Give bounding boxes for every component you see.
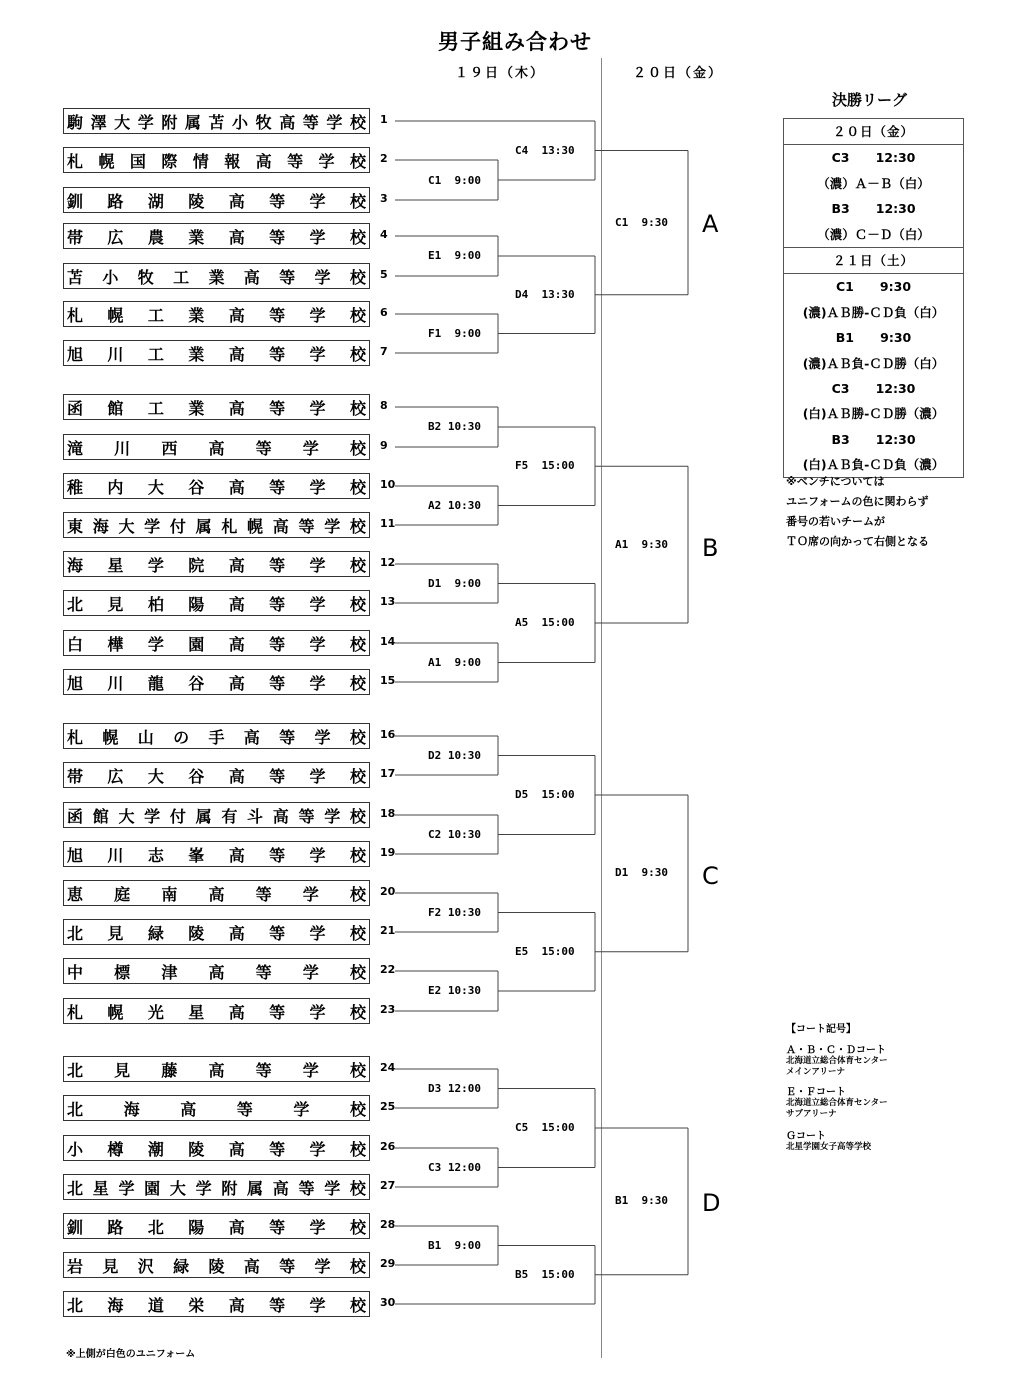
team-box (63, 841, 370, 867)
team-number: 3 (380, 192, 388, 205)
match-r1-label: D1 9:00 (428, 576, 481, 590)
team-name: 函 館 大 学 付 属 有 斗 高 等 学 校 (67, 806, 366, 826)
league-day-header: ２１日（土） (784, 247, 963, 274)
team-box (63, 301, 370, 327)
block-letter: A (702, 210, 719, 238)
team-number: 13 (380, 595, 396, 608)
team-number: 9 (380, 439, 388, 452)
team-box (63, 669, 370, 695)
team-name: 北 星 学 園 大 学 附 属 高 等 学 校 (67, 1178, 366, 1198)
team-number: 23 (380, 1003, 396, 1016)
team-box (63, 802, 370, 828)
league-row: B3 12:30 (831, 431, 916, 447)
court-venue: 北海道立総合体育センター (786, 1098, 888, 1108)
court-name: Ａ・Ｂ・Ｃ・Ｄコート (786, 1045, 886, 1056)
league-row: （濃）Ａ－Ｂ（白） (817, 175, 930, 191)
team-name: 帯 広 農 業 高 等 学 校 (67, 227, 366, 247)
match-r2-label: A5 15:00 (515, 616, 575, 629)
team-name: 北 海 道 栄 高 等 学 校 (67, 1295, 366, 1315)
team-name: 釧 路 湖 陵 高 等 学 校 (67, 191, 366, 211)
match-r3-label: D1 9:30 (615, 866, 668, 880)
day1-label: １９日（木） (455, 66, 546, 81)
match-r2-label: E5 15:00 (515, 944, 575, 958)
team-number: 29 (380, 1257, 396, 1270)
court-name: Ｇコート (786, 1131, 826, 1142)
team-number: 5 (380, 268, 388, 281)
team-box (63, 1095, 370, 1121)
team-number: 20 (380, 885, 396, 898)
team-box (63, 340, 370, 366)
match-r2-label: D4 13:30 (515, 287, 575, 301)
team-name: 恵 庭 南 高 等 学 校 (67, 884, 366, 904)
league-row: (濃)ＡＢ負-ＣＤ勝（白） (802, 355, 945, 371)
team-number: 6 (380, 306, 388, 319)
team-number: 27 (380, 1179, 396, 1192)
team-name: 滝 川 西 高 等 学 校 (67, 438, 366, 458)
team-box (63, 223, 370, 249)
team-box (63, 512, 370, 538)
team-number: 16 (380, 728, 396, 741)
team-name: 北 見 緑 陵 高 等 学 校 (67, 923, 366, 943)
team-box (63, 723, 370, 749)
team-name: 釧 路 北 陽 高 等 学 校 (67, 1217, 366, 1237)
team-box (63, 434, 370, 460)
team-number: 12 (380, 556, 396, 569)
team-number: 17 (380, 767, 396, 780)
team-box (63, 1135, 370, 1161)
team-box (63, 1213, 370, 1239)
league-row: （濃）Ｃ－Ｄ（白） (817, 226, 930, 242)
team-name: 札 幌 工 業 高 等 学 校 (67, 305, 366, 325)
team-number: 24 (380, 1061, 396, 1074)
team-number: 4 (380, 228, 388, 241)
court-legend-item (786, 1087, 888, 1120)
team-name: 旭 川 龍 谷 高 等 学 校 (67, 673, 366, 693)
team-box (63, 1174, 370, 1200)
bench-note (786, 472, 929, 552)
team-number: 7 (380, 345, 388, 358)
team-box (63, 880, 370, 906)
league-row: B3 12:30 (831, 201, 916, 217)
team-number: 30 (380, 1296, 396, 1309)
team-box (63, 762, 370, 788)
court-venue: 北星学園女子高等学校 (786, 1142, 872, 1152)
page-title: 男子組み合わせ (438, 30, 592, 54)
team-name: 旭 川 工 業 高 等 学 校 (67, 344, 366, 364)
team-box (63, 187, 370, 213)
match-r1-label: E2 10:30 (428, 984, 481, 997)
match-r3-label: C1 9:30 (615, 215, 668, 229)
league-row: C3 12:30 (831, 150, 916, 166)
team-name: 札 幌 山 の 手 高 等 学 校 (67, 727, 366, 747)
day2-label: ２０日（金） (633, 66, 724, 81)
team-number: 28 (380, 1218, 396, 1231)
team-box (63, 263, 370, 289)
team-name: 苫 小 牧 工 業 高 等 学 校 (67, 267, 366, 287)
match-r1-label: A2 10:30 (428, 498, 481, 512)
team-name: 海 星 学 院 高 等 学 校 (67, 555, 366, 575)
team-name: 駒 澤 大 学 附 属 苫 小 牧 高 等 学 校 (67, 112, 366, 132)
league-row: C3 12:30 (831, 380, 916, 396)
team-box (63, 1056, 370, 1082)
team-box (63, 590, 370, 616)
team-name: 岩 見 沢 緑 陵 高 等 学 校 (67, 1256, 366, 1276)
match-r1-label: B1 9:00 (428, 1238, 481, 1252)
team-box (63, 1291, 370, 1317)
team-box (63, 1252, 370, 1278)
team-number: 22 (380, 963, 396, 976)
court-venue: メインアリーナ (786, 1067, 845, 1077)
bench-note-line: ＴＯ席の向かって右側となる (786, 535, 929, 548)
match-r1-label: F1 9:00 (428, 326, 481, 340)
team-box (63, 919, 370, 945)
match-r1-label: A1 9:00 (428, 655, 481, 669)
league-row: C1 9:30 (835, 279, 912, 295)
team-box (63, 998, 370, 1024)
league-row: B1 9:30 (835, 330, 912, 346)
match-r1-label: D2 10:30 (428, 748, 481, 762)
match-r1-label: C2 10:30 (428, 827, 481, 841)
team-number: 8 (380, 399, 388, 412)
court-legend-item (786, 1131, 871, 1153)
match-r2-label: B5 15:00 (515, 1267, 575, 1281)
match-r2-label: C5 15:00 (515, 1121, 575, 1134)
team-name: 小 樽 潮 陵 高 等 学 校 (67, 1139, 366, 1159)
final-league-schedule (783, 118, 964, 478)
match-r1-label: E1 9:00 (428, 249, 481, 262)
bench-note-line: 番号の若いチームが (786, 515, 885, 528)
bench-note-line: ※ベンチについては (786, 475, 885, 488)
team-box (63, 108, 370, 134)
team-number: 21 (380, 924, 396, 937)
team-box (63, 394, 370, 420)
team-name: 北 見 藤 高 等 学 校 (67, 1060, 366, 1080)
match-r1-label: D3 12:00 (428, 1081, 481, 1095)
team-number: 11 (380, 517, 396, 530)
match-r1-label: B2 10:30 (428, 420, 481, 433)
match-r3-label: A1 9:30 (615, 537, 668, 551)
match-r3-label: B1 9:30 (615, 1194, 668, 1208)
court-legend-title: 【コート記号】 (786, 1024, 856, 1035)
team-name: 北 見 柏 陽 高 等 学 校 (67, 594, 366, 614)
team-number: 15 (380, 674, 396, 687)
team-number: 25 (380, 1100, 396, 1113)
court-name: Ｅ・Ｆコート (786, 1087, 846, 1098)
match-r2-label: D5 15:00 (515, 788, 575, 801)
uniform-footnote: ※上側が白色のユニフォーム (66, 1349, 196, 1360)
team-name: 札 幌 光 星 高 等 学 校 (67, 1002, 366, 1022)
team-number: 2 (380, 152, 388, 165)
team-number: 19 (380, 846, 396, 859)
team-name: 函 館 工 業 高 等 学 校 (67, 398, 366, 418)
team-name: 北 海 高 等 学 校 (67, 1099, 366, 1119)
block-letter: B (702, 534, 719, 562)
match-r1-label: C3 12:00 (428, 1160, 481, 1174)
team-name: 東 海 大 学 付 属 札 幌 高 等 学 校 (67, 516, 366, 536)
league-row: (白)ＡＢ勝-ＣＤ勝（濃） (802, 406, 945, 422)
match-r2-label: F5 15:00 (515, 459, 575, 473)
block-letter: C (702, 862, 719, 890)
team-number: 26 (380, 1140, 396, 1153)
league-row: (濃)ＡＢ勝-ＣＤ負（白） (802, 304, 945, 320)
team-name: 中 標 津 高 等 学 校 (67, 962, 366, 982)
match-r1-label: C1 9:00 (428, 174, 481, 187)
team-box (63, 630, 370, 656)
league-day-header: ２０日（金） (784, 119, 963, 145)
team-number: 1 (380, 113, 388, 126)
block-letter: D (702, 1189, 721, 1217)
match-r2-label: C4 13:30 (515, 143, 575, 157)
match-r1-label: F2 10:30 (428, 905, 481, 919)
final-league-title: 決勝リーグ (832, 91, 908, 109)
team-name: 稚 内 大 谷 高 等 学 校 (67, 477, 366, 497)
court-venue: 北海道立総合体育センター (786, 1056, 888, 1066)
team-number: 14 (380, 635, 396, 648)
team-box (63, 958, 370, 984)
court-legend-item (786, 1045, 888, 1078)
team-number: 10 (380, 478, 396, 491)
league-row: (白)ＡＢ負-ＣＤ負（濃） (802, 457, 945, 473)
team-box (63, 473, 370, 499)
team-box (63, 551, 370, 577)
team-name: 旭 川 志 峯 高 等 学 校 (67, 845, 366, 865)
team-name: 帯 広 大 谷 高 等 学 校 (67, 766, 366, 786)
bench-note-line: ユニフォームの色に関わらず (786, 495, 929, 508)
team-name: 白 樺 学 園 高 等 学 校 (67, 634, 366, 654)
team-number: 18 (380, 807, 396, 820)
team-box (63, 147, 370, 173)
court-venue: サブアリーナ (786, 1109, 837, 1119)
team-name: 札 幌 国 際 情 報 高 等 学 校 (67, 151, 366, 171)
